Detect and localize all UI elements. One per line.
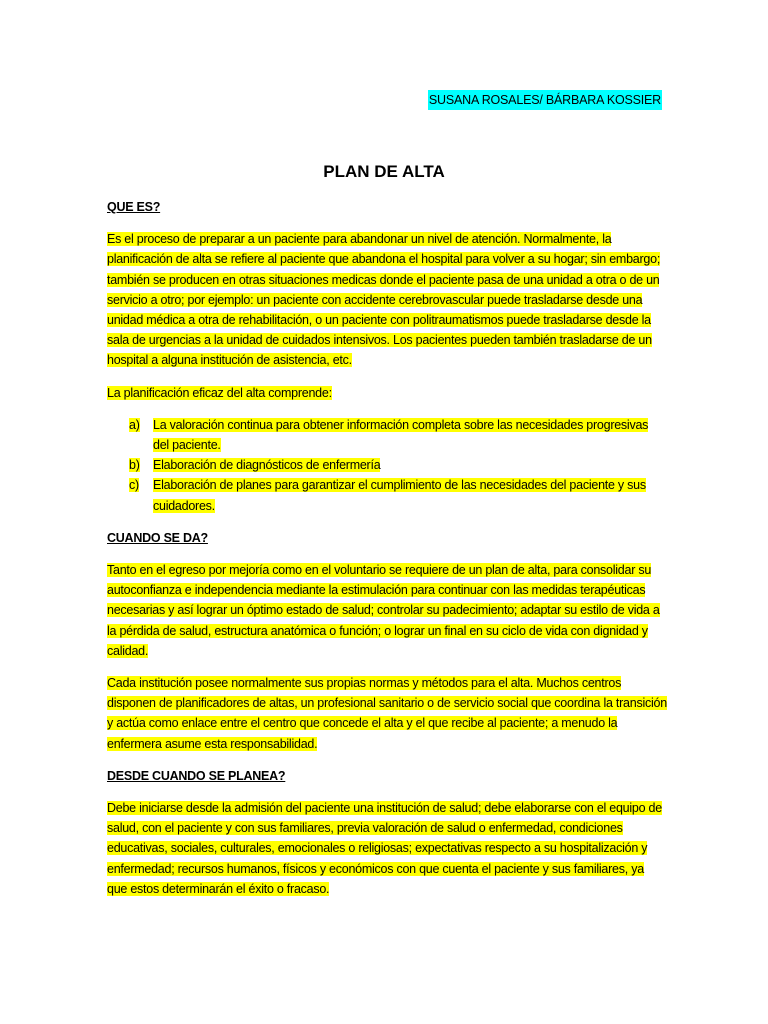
list-marker: c)	[129, 478, 139, 493]
highlighted-text: Es el proceso de preparar a un paciente para abandonar un nivel de atención. Normalmente, la planificación de alta se refiere al paciente que abandona el hospital para volver a su hogar; sin embargo; también se producen en otras situaciones medicas donde el paciente pasa de una unidad a otra o de un servicio a otro; por ejemplo: un paciente con accidente cerebrovascular puede trasladarse desde una unidad médica a otra de rehabilitación, o un paciente con politraumatismos puede trasladarse desde la sala de urgencias a la unidad de cuidados intensivos. Los pacientes pueden también trasladarse de un hospital a alguna institución de asistencia, etc.	[107, 232, 661, 368]
highlighted-text: Debe iniciarse desde la admisión del paciente una institución de salud; debe elaborarse con el equipo de salud, con el paciente y con sus familiares, previa valoración de salud o enfermedad, condiciones educativas, sociales, culturales, emocionales o religiosas; expectativas respecto a su hospitalización y enfermedad; recursos humanos, físicos y económicos con que cuenta el paciente y sus familiares, ya que estos determinarán el éxito o fracaso.	[107, 801, 662, 896]
authors-line: SUSANA ROSALES/ BÁRBARA KOSSIER	[428, 90, 662, 110]
section-heading-que-es: QUE ES?	[107, 200, 161, 214]
document-body	[107, 197, 667, 911]
highlighted-text: La planificación eficaz del alta comprende:	[107, 385, 332, 400]
paragraph-cuando-se-da-1	[107, 560, 667, 661]
list-item	[107, 455, 667, 475]
list-marker: a)	[129, 417, 140, 432]
highlighted-text: Cada institución posee normalmente sus propias normas y métodos para el alta. Muchos centros disponen de planificadores de altas, un profesional sanitario o de servicio social que coordina la transición y actúa como enlace entre el centro que concede el alta y el que recibe al paciente; a menudo la enfermera asume esta responsabilidad.	[107, 676, 667, 751]
page-title: PLAN DE ALTA	[323, 162, 445, 181]
highlighted-text: Tanto en el egreso por mejoría como en el voluntario se requiere de un plan de alta, para consolidar su autoconfianza e independencia mediante la estimulación para continuar con las medidas terapéuticas necesarias y así lograr un óptimo estado de salud; controlar su padecimiento; adaptar su estilo de vida a la pérdida de salud, estructura anatómica o función; o lograr un final en su ciclo de vida con dignidad y calidad.	[107, 563, 660, 658]
paragraph-cuando-se-da-2	[107, 673, 667, 754]
paragraph-que-es-1	[107, 229, 667, 370]
alta-components-list	[107, 415, 667, 516]
list-item	[107, 415, 667, 455]
list-item	[107, 475, 667, 515]
paragraph-desde-cuando-1	[107, 798, 667, 899]
section-heading-cuando-se-da: CUANDO SE DA?	[107, 530, 208, 545]
paragraph-que-es-2	[107, 383, 667, 403]
list-item-text: Elaboración de diagnósticos de enfermería	[153, 458, 381, 473]
list-item-text: Elaboración de planes para garantizar el cumplimiento de las necesidades del paciente y sus cuidadores.	[153, 478, 646, 513]
section-heading-desde-cuando: DESDE CUANDO SE PLANEA?	[107, 768, 286, 783]
list-marker: b)	[129, 458, 140, 473]
list-item-text: La valoración continua para obtener información completa sobre las necesidades progresivas del paciente.	[153, 417, 649, 453]
